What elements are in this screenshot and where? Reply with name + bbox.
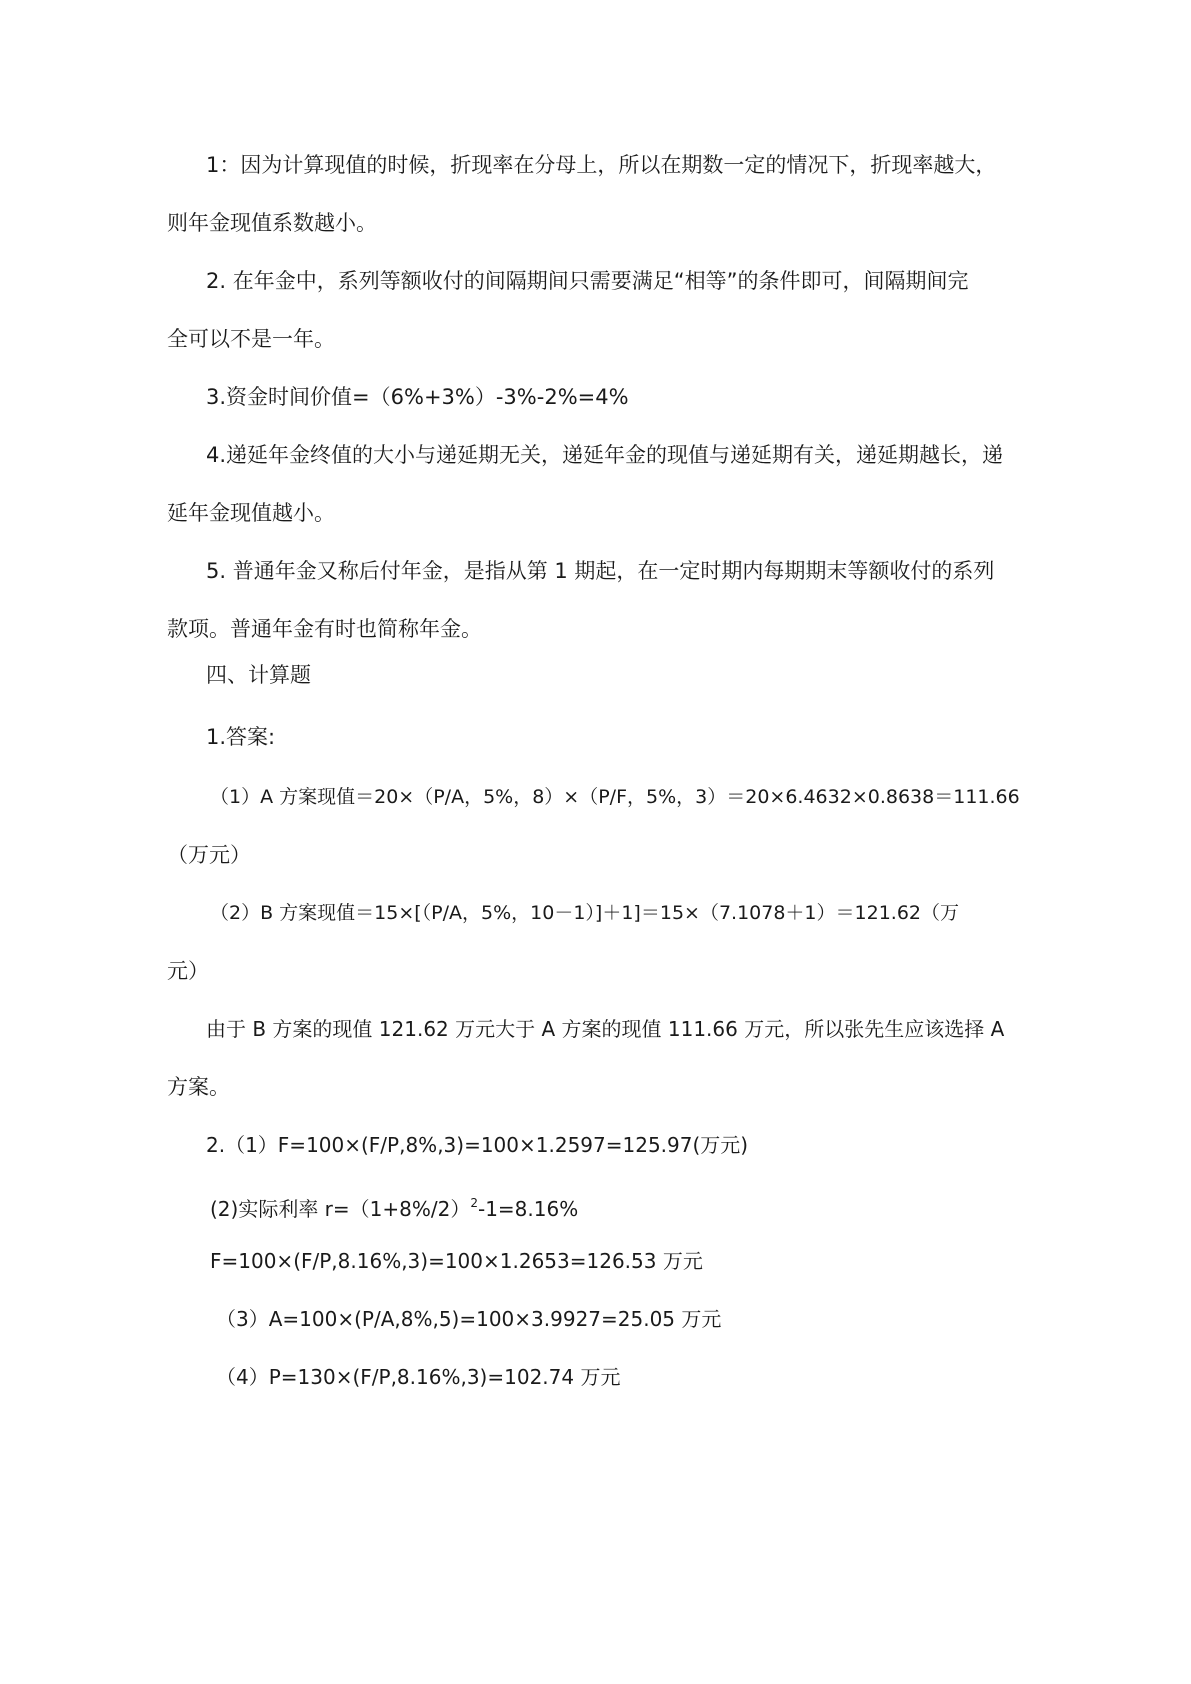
text-line-12: （1）A 方案现值＝20×（P/A，5%，8）×（P/F，5%，3）＝20×6.4632×0.8638＝111.66 [210,786,1020,808]
text-line-14: （2）B 方案现值＝15×[（P/A，5%，10－1）]＋1]＝15×（7.1078＋1）＝121.62（万 [210,902,959,924]
text-line-17: 方案。 [167,1075,230,1099]
text-line-20: F=100×(F/P,8.16%,3)=100×1.2653=126.53 万元 [210,1249,703,1273]
text-line-5: 3.资金时间价值=（6%+3%）-3%-2%=4% [206,385,629,409]
text-line-22: （4）P=130×(F/P,8.16%,3)=102.74 万元 [216,1365,621,1389]
superscript-2: 2 [470,1196,478,1210]
text-line-7: 延年金现值越小。 [167,501,335,525]
text-line-6: 4.递延年金终值的大小与递延期无关，递延年金的现值与递延期有关，递延期越长，递 [206,443,1004,467]
text-line-11: 1.答案: [206,725,276,749]
text-line-18: 2.（1）F=100×(F/P,8%,3)=100×1.2597=125.97(万元) [206,1133,749,1157]
text-line-15: 元） [167,959,209,983]
text-line-4: 全可以不是一年。 [167,327,335,351]
text-line-8: 5. 普通年金又称后付年金，是指从第 1 期起，在一定时期内每期期末等额收付的系列 [206,559,995,583]
text-line-1: 1：因为计算现值的时候，折现率在分母上，所以在期数一定的情况下，折现率越大， [206,153,997,177]
text-line-2: 则年金现值系数越小。 [167,211,377,235]
text-line-16: 由于 B 方案的现值 121.62 万元大于 A 方案的现值 111.66 万元，所以张先生应该选择 A [206,1017,1005,1041]
text-line-19-end: -1=8.16% [477,1197,579,1221]
section-heading: 四、计算题 [206,663,311,687]
text-line-13: （万元） [167,843,251,867]
text-line-21: （3）A=100×(P/A,8%,5)=100×3.9927=25.05 万元 [216,1307,722,1331]
text-line-9: 款项。普通年金有时也简称年金。 [167,617,482,641]
text-line-19 [210,1188,578,1224]
text-line-19-main: (2)实际利率 r=（1+8%/2） [210,1197,471,1221]
text-line-3: 2. 在年金中，系列等额收付的间隔期间只需要满足“相等”的条件即可，间隔期间完 [206,269,969,293]
